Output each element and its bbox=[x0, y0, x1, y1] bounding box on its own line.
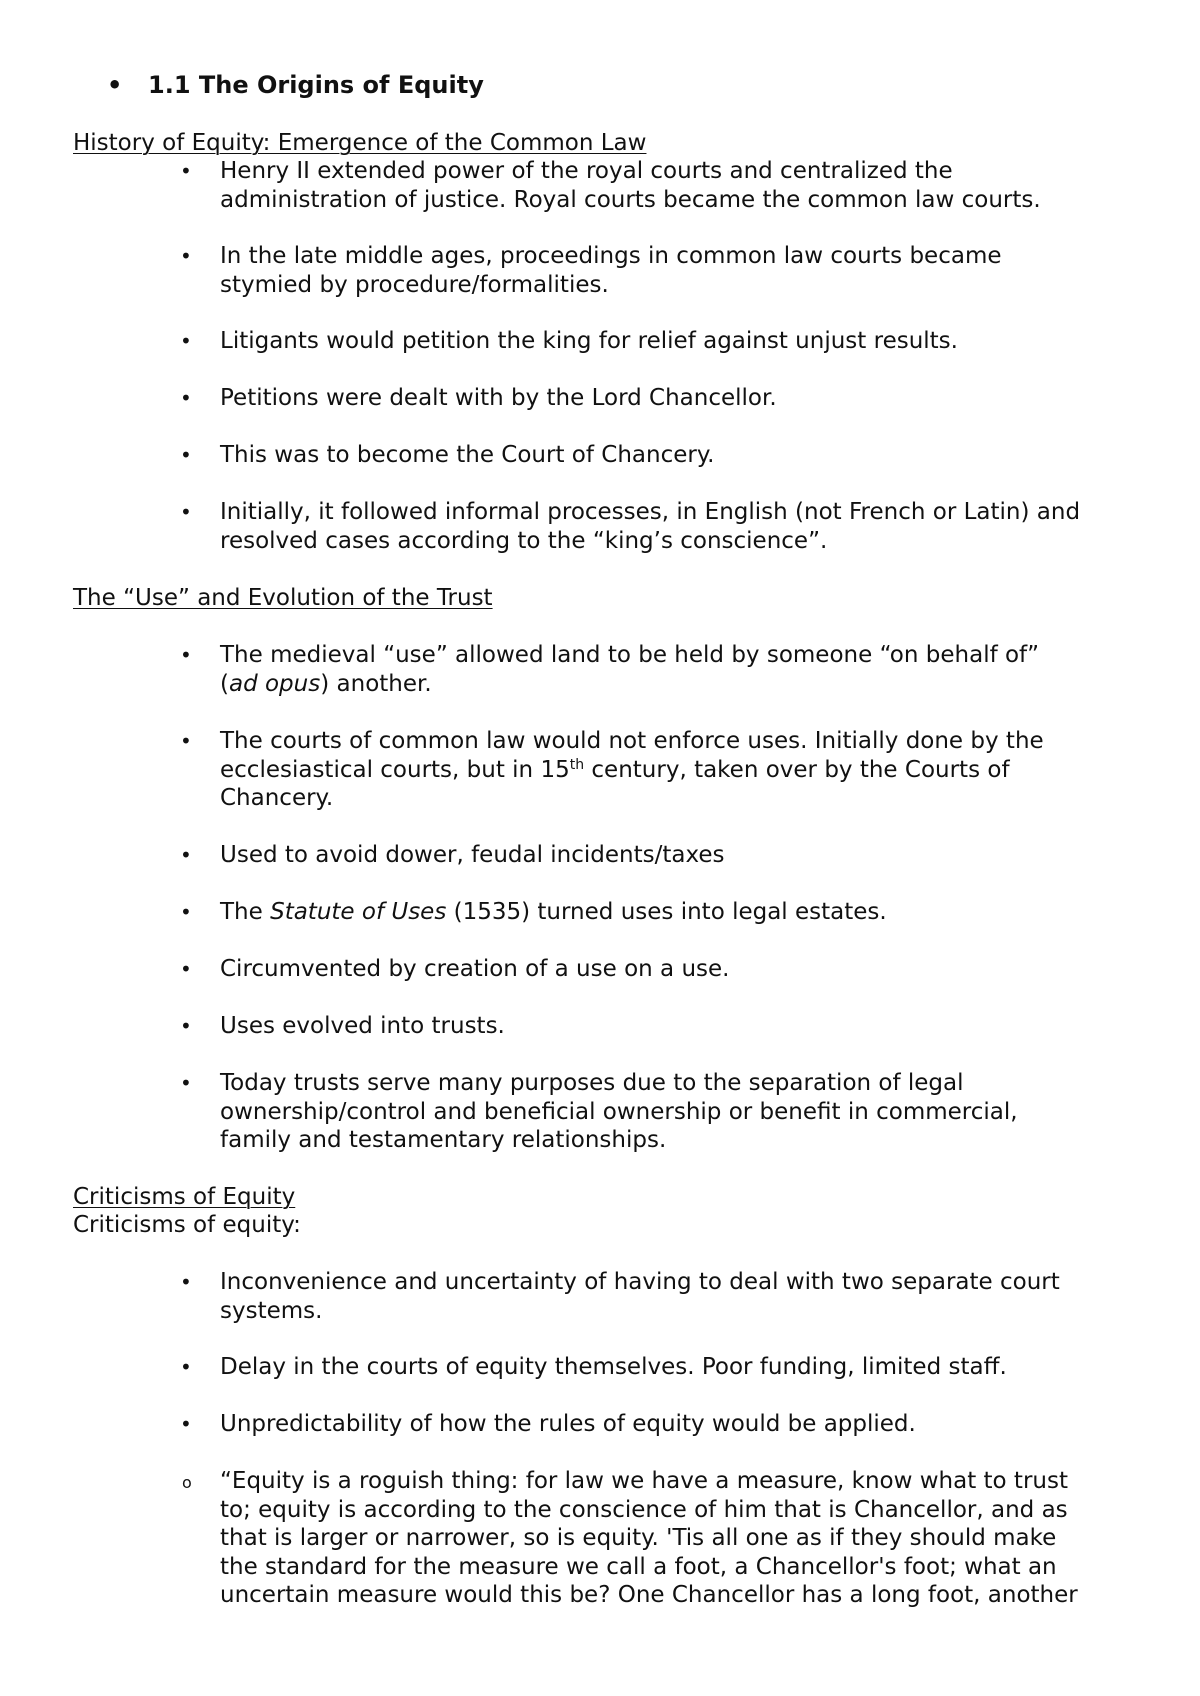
bullet-marker: • bbox=[180, 1071, 192, 1095]
item-line: Uses evolved into trusts. bbox=[220, 1013, 505, 1039]
section-title-history: History of Equity: Emergence of the Common Law bbox=[73, 130, 647, 156]
list-item bbox=[180, 242, 1160, 299]
item-line bbox=[220, 756, 1160, 785]
item-line: Circumvented by creation of a use on a use. bbox=[220, 956, 730, 982]
list-item bbox=[180, 498, 1160, 555]
quote-line: that is larger or narrower, so is equity. 'Tis all one as if they should make bbox=[220, 1525, 1057, 1551]
bullet-marker: • bbox=[180, 843, 192, 867]
text-part: ( bbox=[220, 670, 229, 697]
bullet-marker: • bbox=[180, 1014, 192, 1038]
item-line: family and testamentary relationships. bbox=[220, 1127, 667, 1153]
item-line: Henry II extended power of the royal courts and centralized the bbox=[220, 158, 953, 184]
bullet-marker: • bbox=[180, 244, 192, 268]
bullet-marker: • bbox=[180, 500, 192, 524]
section-title-criticisms: Criticisms of Equity bbox=[73, 1184, 296, 1210]
item-line: resolved cases according to the “king’s conscience”. bbox=[220, 527, 828, 554]
item-line: Unpredictability of how the rules of equity would be applied. bbox=[220, 1411, 916, 1437]
heading-bullet: • bbox=[107, 71, 123, 99]
item-line: The medieval “use” allowed land to be held by someone “on behalf of” bbox=[220, 642, 1040, 668]
item-line: Litigants would petition the king for relief against unjust results. bbox=[220, 328, 958, 354]
section-subtitle: Criticisms of equity: bbox=[73, 1212, 301, 1238]
item-line: Used to avoid dower, feudal incidents/taxes bbox=[220, 842, 725, 868]
bullet-marker: • bbox=[180, 386, 192, 410]
quote-line: uncertain measure would this be? One Chancellor has a long foot, another bbox=[220, 1582, 1078, 1608]
heading-text: 1.1 The Origins of Equity bbox=[148, 71, 484, 99]
quote-line: “Equity is a roguish thing: for law we have a measure, know what to trust bbox=[220, 1468, 1068, 1494]
item-line: Petitions were dealt with by the Lord Chancellor. bbox=[220, 385, 777, 411]
list-item bbox=[180, 1012, 1160, 1041]
item-line: Chancery. bbox=[220, 785, 334, 811]
bullet-marker: • bbox=[180, 1270, 192, 1294]
bullet-marker: • bbox=[180, 643, 192, 667]
bullet-marker: • bbox=[180, 159, 192, 183]
quote-item bbox=[182, 1467, 1160, 1610]
item-line: ownership/control and beneficial ownership or benefit in commercial, bbox=[220, 1098, 1018, 1125]
section-title-use-trust: The “Use” and Evolution of the Trust bbox=[73, 585, 493, 611]
list-item bbox=[180, 327, 1160, 356]
bullet-marker: • bbox=[180, 1412, 192, 1436]
list-item bbox=[180, 1353, 1160, 1382]
italic-term: ad opus bbox=[228, 670, 321, 697]
text-part: The bbox=[220, 899, 271, 925]
item-line bbox=[220, 670, 1160, 699]
item-line: In the late middle ages, proceedings in common law courts became bbox=[220, 243, 1002, 269]
text-part: ecclesiastical courts, but in 15 bbox=[220, 756, 570, 783]
circle-marker: o bbox=[182, 1473, 192, 1492]
list-item bbox=[180, 1069, 1160, 1155]
item-line: stymied by procedure/formalities. bbox=[220, 271, 609, 298]
item-line bbox=[220, 898, 1160, 927]
text-part: century, taken over by the Courts of bbox=[584, 756, 1010, 783]
list-item bbox=[180, 384, 1160, 413]
italic-term: Statute of Uses bbox=[270, 899, 447, 925]
bullet-marker: • bbox=[180, 900, 192, 924]
list-item bbox=[180, 157, 1160, 214]
bullet-marker: • bbox=[180, 729, 192, 753]
text-part: ) another. bbox=[320, 670, 432, 697]
item-line: The courts of common law would not enforce uses. Initially done by the bbox=[220, 728, 1044, 754]
item-line: Delay in the courts of equity themselves. Poor funding, limited staff. bbox=[220, 1354, 1007, 1380]
bullet-marker: • bbox=[180, 329, 192, 353]
list-item bbox=[180, 898, 1160, 927]
list-item bbox=[180, 841, 1160, 870]
item-line: Today trusts serve many purposes due to the separation of legal bbox=[220, 1070, 964, 1096]
list-item bbox=[180, 641, 1160, 698]
quote-line: the standard for the measure we call a foot, a Chancellor's foot; what an bbox=[220, 1553, 1057, 1580]
item-line: Initially, it followed informal processes, in English (not French or Latin) and bbox=[220, 499, 1081, 525]
bullet-marker: • bbox=[180, 957, 192, 981]
item-line: systems. bbox=[220, 1297, 323, 1324]
list-item bbox=[180, 441, 1160, 470]
superscript: th bbox=[569, 756, 585, 773]
list-item bbox=[180, 955, 1160, 984]
bullet-marker: • bbox=[180, 443, 192, 467]
item-line: Inconvenience and uncertainty of having to deal with two separate court bbox=[220, 1269, 1060, 1295]
item-line: This was to become the Court of Chancery. bbox=[220, 442, 715, 468]
list-item bbox=[180, 1410, 1160, 1439]
list-item bbox=[180, 727, 1160, 813]
item-line: administration of justice. Royal courts became the common law courts. bbox=[220, 186, 1041, 213]
list-item bbox=[180, 1268, 1160, 1325]
text-part: (1535) turned uses into legal estates. bbox=[446, 899, 887, 925]
bullet-marker: • bbox=[180, 1355, 192, 1379]
quote-line: to; equity is according to the conscience of him that is Chancellor, and as bbox=[220, 1496, 1068, 1523]
